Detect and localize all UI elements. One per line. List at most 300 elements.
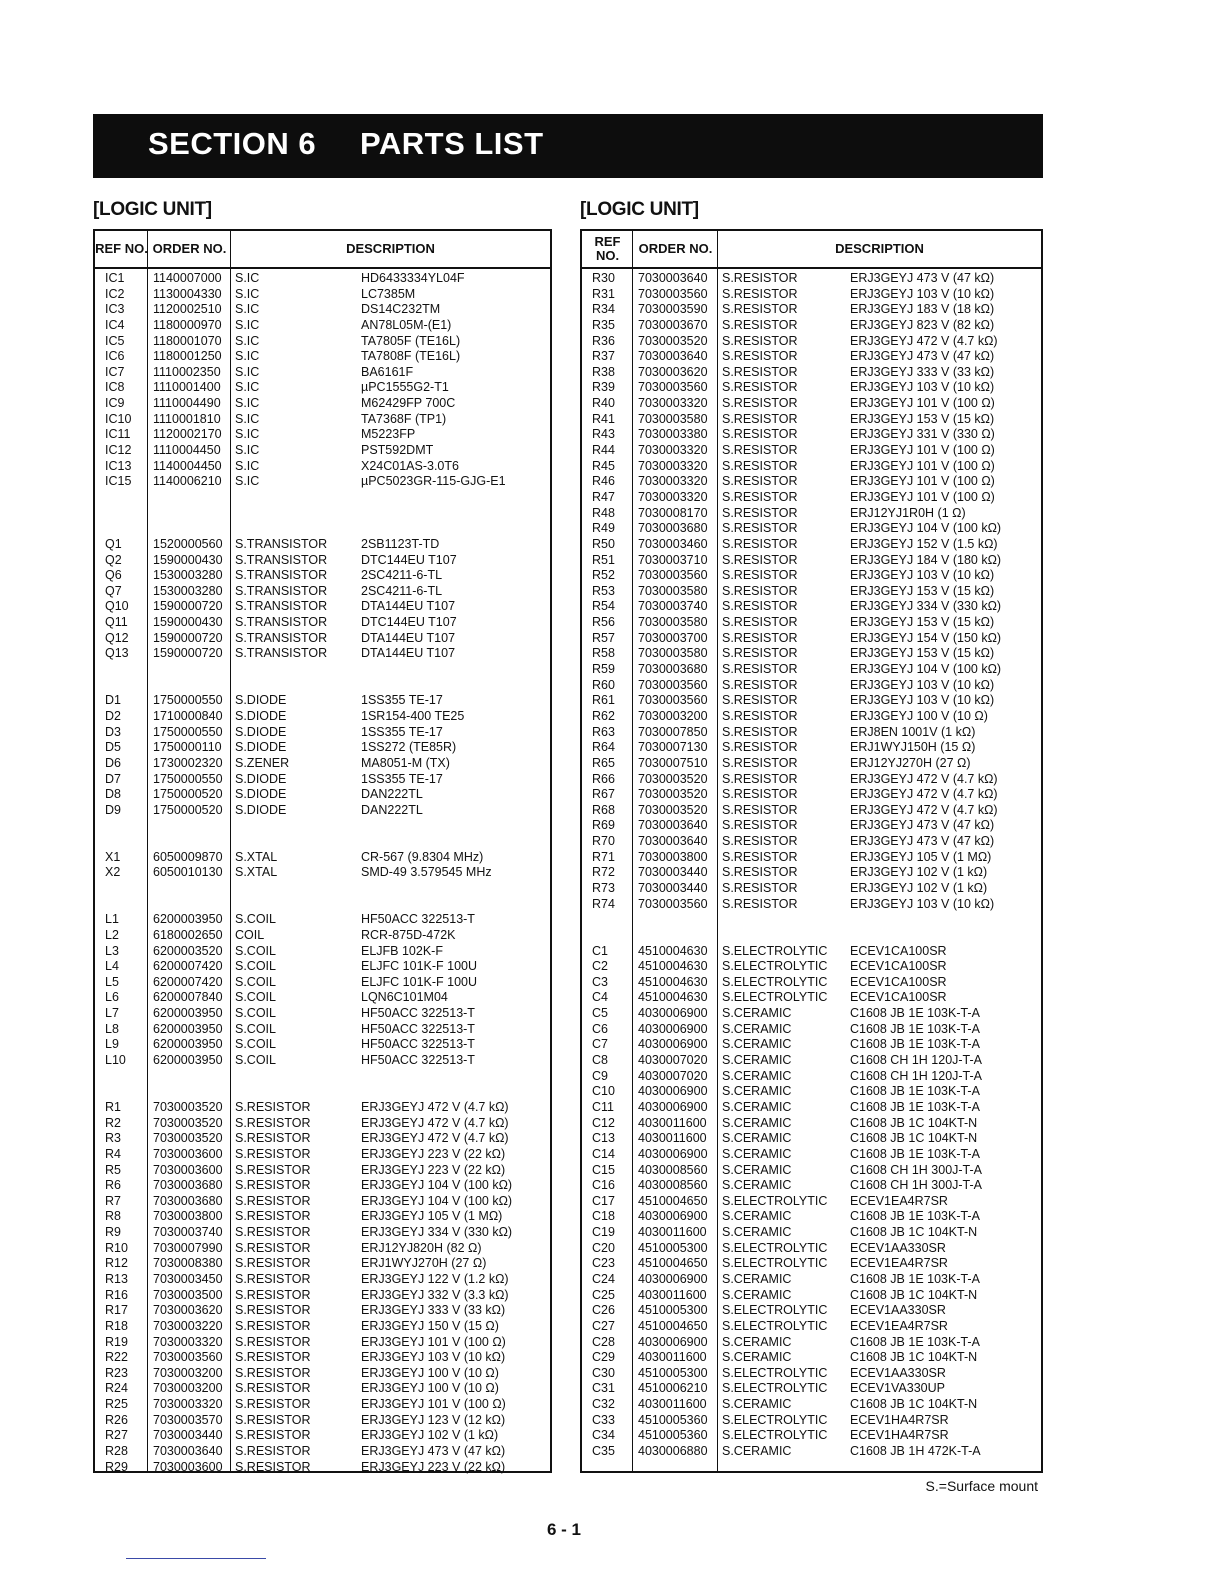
table-row	[95, 787, 550, 803]
part-number: ERJ3GEYJ 152 V (1.5 kΩ)	[850, 536, 998, 551]
order-no: 4030006900	[638, 1099, 708, 1114]
ref-no: R43	[592, 427, 615, 442]
table-row	[95, 599, 550, 615]
order-no: 7030003560	[638, 568, 708, 583]
order-no: 1110001400	[153, 380, 221, 395]
part-type: S.RESISTOR	[722, 802, 798, 817]
order-no: 7030003580	[638, 411, 708, 426]
table-row	[582, 1147, 1041, 1163]
ref-no: R72	[592, 865, 615, 880]
part-type: S.CERAMIC	[722, 1225, 792, 1240]
ref-no: C32	[592, 1397, 615, 1412]
part-type: S.IC	[235, 349, 260, 364]
part-type: S.COIL	[235, 943, 276, 958]
table-row	[95, 490, 550, 506]
ref-no: R69	[592, 818, 615, 833]
order-no: 7030003320	[153, 1397, 223, 1412]
ref-no: C8	[592, 1053, 608, 1068]
table-row	[95, 975, 550, 991]
ref-no: R67	[592, 787, 615, 802]
ref-no: R39	[592, 380, 615, 395]
part-number: ERJ3GEYJ 101 V (100 Ω)	[361, 1334, 506, 1349]
part-type: S.TRANSISTOR	[235, 568, 328, 583]
order-no: 4030007020	[638, 1053, 708, 1068]
order-no: 7030003640	[153, 1444, 223, 1459]
order-no: 7030003680	[153, 1178, 223, 1193]
table-row	[95, 928, 550, 944]
table-row	[95, 334, 550, 350]
table-row	[95, 1053, 550, 1069]
part-number: ERJ3GEYJ 104 V (100 kΩ)	[361, 1178, 513, 1193]
order-no: 1130004330	[153, 286, 222, 301]
part-type: S.DIODE	[235, 724, 287, 739]
part-number: ERJ3GEYJ 153 V (15 kΩ)	[850, 411, 995, 426]
ref-no: Q11	[105, 615, 128, 630]
part-type: S.RESISTOR	[235, 1397, 311, 1412]
table-row	[95, 1147, 550, 1163]
ref-no: R73	[592, 880, 615, 895]
part-type: S.CERAMIC	[722, 1068, 792, 1083]
ref-no: R51	[592, 552, 615, 567]
table-row	[582, 1178, 1041, 1194]
part-number: ERJ3GEYJ 102 V (1 kΩ)	[850, 865, 988, 880]
table-rows	[95, 271, 550, 1475]
ref-no: R9	[105, 1225, 121, 1240]
table-row	[95, 302, 550, 318]
ref-no: R29	[105, 1459, 128, 1474]
ref-no: R13	[105, 1272, 128, 1286]
table-row	[582, 584, 1041, 600]
order-no: 7030003440	[638, 880, 708, 895]
part-number: ERJ3GEYJ 472 V (4.7 kΩ)	[850, 787, 998, 802]
table-row	[582, 740, 1041, 756]
part-number: C1608 JB 1E 103K-T-A	[850, 1272, 980, 1286]
ref-no: X2	[105, 865, 121, 880]
ref-no: R50	[592, 536, 615, 551]
ref-no: Q2	[105, 552, 122, 567]
table-row	[95, 1241, 550, 1257]
table-row	[95, 725, 550, 741]
part-number: ERJ3GEYJ 150 V (15 Ω)	[361, 1318, 499, 1333]
part-number: DAN222TL	[361, 802, 423, 817]
part-number: DAN222TL	[361, 787, 423, 802]
table-row	[582, 1413, 1041, 1429]
part-type: S.RESISTOR	[722, 271, 798, 285]
order-no: 1180001250	[153, 349, 222, 364]
order-no: 1590000720	[153, 630, 223, 645]
part-type: S.RESISTOR	[722, 771, 798, 786]
table-row	[582, 459, 1041, 475]
part-type: S.COIL	[235, 1037, 276, 1052]
part-number: C1608 JB 1C 104KT-N	[850, 1115, 978, 1130]
table-row	[582, 787, 1041, 803]
part-number: ERJ3GEYJ 103 V (10 kΩ)	[850, 693, 995, 708]
part-number: TA7368F (TP1)	[361, 411, 447, 426]
part-type: S.RESISTOR	[722, 662, 798, 677]
ref-no: C4	[592, 990, 608, 1005]
part-number: µPC5023GR-115-GJG-E1	[361, 474, 506, 489]
part-type: S.CERAMIC	[722, 1131, 792, 1146]
part-type: S.RESISTOR	[235, 1444, 311, 1459]
part-number: 2SC4211-6-TL	[361, 583, 443, 598]
ref-no: L1	[105, 912, 119, 927]
order-no: 6200007420	[153, 974, 223, 989]
part-number: DTA144EU T107	[361, 630, 456, 645]
part-type: S.CERAMIC	[722, 1146, 792, 1161]
order-no: 4030011600	[638, 1225, 707, 1240]
part-type: S.RESISTOR	[722, 740, 798, 755]
order-no: 7030003450	[153, 1272, 223, 1286]
table-header	[95, 231, 550, 269]
ref-no: D3	[105, 724, 121, 739]
part-number: C1608 CH 1H 300J-T-A	[850, 1178, 983, 1193]
part-number: µPC1555G2-T1	[361, 380, 449, 395]
order-no: 7030003320	[638, 489, 708, 504]
order-no: 4030011600	[638, 1397, 707, 1412]
part-number: C1608 CH 1H 120J-T-A	[850, 1053, 983, 1068]
ref-no: IC11	[105, 427, 131, 442]
part-type: S.TRANSISTOR	[235, 646, 328, 661]
part-type: S.CERAMIC	[722, 1178, 792, 1193]
part-type: S.RESISTOR	[722, 380, 798, 395]
part-number: ERJ12YJ820H (82 Ω)	[361, 1240, 482, 1255]
table-row	[582, 1444, 1041, 1460]
order-no: 1750000550	[153, 693, 223, 708]
part-type: S.IC	[235, 302, 260, 317]
part-number: ECEV1EA4R7SR	[850, 1193, 948, 1208]
table-row	[582, 850, 1041, 866]
order-no: 7030003600	[153, 1162, 223, 1177]
table-row	[582, 1366, 1041, 1382]
part-type: S.RESISTOR	[235, 1412, 311, 1427]
ref-no: D7	[105, 771, 121, 786]
part-type: S.RESISTOR	[722, 396, 798, 411]
ref-no: IC10	[105, 411, 132, 426]
table-row	[95, 709, 550, 725]
ref-no: C25	[592, 1287, 615, 1302]
part-number: C1608 JB 1E 103K-T-A	[850, 1037, 980, 1052]
part-type: S.RESISTOR	[235, 1303, 311, 1318]
part-type: S.IC	[235, 474, 260, 489]
order-no: 7030003560	[153, 1350, 223, 1365]
part-number: BA6161F	[361, 364, 414, 379]
part-type: COIL	[235, 927, 265, 942]
ref-no: R4	[105, 1146, 121, 1161]
order-no: 1750000550	[153, 724, 223, 739]
table-row	[95, 897, 550, 913]
ref-no: C13	[592, 1131, 615, 1146]
order-no: 4030008560	[638, 1162, 708, 1177]
part-number: ERJ3GEYJ 223 V (22 kΩ)	[361, 1162, 506, 1177]
ref-no: IC15	[105, 474, 132, 489]
table-row	[582, 1084, 1041, 1100]
part-type: S.RESISTOR	[235, 1459, 311, 1474]
part-number: ERJ3GEYJ 153 V (15 kΩ)	[850, 583, 995, 598]
order-no: 4030006900	[638, 1209, 708, 1224]
order-no: 7030007130	[638, 740, 708, 755]
table-row	[95, 1272, 550, 1288]
ref-no: R28	[105, 1444, 128, 1459]
order-no: 7030003500	[153, 1287, 223, 1302]
order-no: 1140006210	[153, 474, 222, 489]
order-no: 7030003620	[153, 1303, 223, 1318]
table-row	[95, 318, 550, 334]
part-number: ECEV1CA100SR	[850, 990, 947, 1005]
part-type: S.RESISTOR	[235, 1115, 311, 1130]
ref-no: L4	[105, 959, 119, 974]
part-type: S.RESISTOR	[722, 615, 798, 630]
part-type: S.DIODE	[235, 740, 287, 755]
part-number: DTC144EU T107	[361, 615, 457, 630]
table-row	[582, 271, 1041, 287]
part-number: TA7808F (TE16L)	[361, 349, 461, 364]
part-type: S.RESISTOR	[235, 1178, 311, 1193]
ref-no: R65	[592, 755, 615, 770]
table-row	[582, 959, 1041, 975]
part-number: HD6433334YL04F	[361, 271, 465, 285]
part-type: S.RESISTOR	[235, 1146, 311, 1161]
part-number: ERJ3GEYJ 472 V (4.7 kΩ)	[361, 1099, 509, 1114]
order-no: 7030003580	[638, 583, 708, 598]
ref-no: R64	[592, 740, 615, 755]
table-row	[95, 459, 550, 475]
ref-no: R31	[592, 286, 615, 301]
ref-no: R17	[105, 1303, 128, 1318]
table-row	[95, 693, 550, 709]
part-type: S.IC	[235, 271, 260, 285]
order-no: 7030008380	[153, 1256, 223, 1271]
part-number: C1608 JB 1H 472K-T-A	[850, 1444, 981, 1459]
part-type: S.RESISTOR	[722, 849, 798, 864]
part-number: 1SS355 TE-17	[361, 771, 443, 786]
part-type: S.TRANSISTOR	[235, 552, 328, 567]
table-row	[95, 396, 550, 412]
part-number: ERJ3GEYJ 103 V (10 kΩ)	[850, 896, 995, 911]
order-no: 1590000430	[153, 615, 223, 630]
part-type: S.TRANSISTOR	[235, 615, 328, 630]
part-type: S.ELECTROLYTIC	[722, 1412, 828, 1427]
part-type: S.CERAMIC	[722, 1334, 792, 1349]
table-row	[95, 1116, 550, 1132]
part-type: S.ELECTROLYTIC	[722, 1381, 828, 1396]
table-row	[95, 1460, 550, 1476]
table-row	[95, 1335, 550, 1351]
order-no: 1590000720	[153, 599, 223, 614]
table-row	[95, 646, 550, 662]
table-row	[95, 990, 550, 1006]
part-type: S.CERAMIC	[722, 1006, 792, 1021]
ref-no: IC6	[105, 349, 125, 364]
table-row	[582, 1194, 1041, 1210]
part-type: S.IC	[235, 333, 260, 348]
table-row	[582, 1288, 1041, 1304]
order-no: 4510004630	[638, 943, 708, 958]
ref-no: Q6	[105, 568, 122, 583]
table-row	[582, 506, 1041, 522]
order-no: 7030003600	[153, 1459, 223, 1474]
part-type: S.IC	[235, 427, 260, 442]
ref-no: C15	[592, 1162, 615, 1177]
footer-rule	[126, 1558, 266, 1559]
ref-no: C23	[592, 1256, 615, 1271]
right-unit-title: [LOGIC UNIT]	[580, 199, 699, 220]
table-row	[582, 1037, 1041, 1053]
order-no: 7030003640	[638, 349, 708, 364]
part-type: S.RESISTOR	[235, 1131, 311, 1146]
part-number: ERJ3GEYJ 103 V (10 kΩ)	[850, 677, 995, 692]
table-row	[582, 553, 1041, 569]
order-no: 7030003680	[638, 521, 708, 536]
part-number: C1608 JB 1E 103K-T-A	[850, 1099, 980, 1114]
order-no: 1110001810	[153, 411, 221, 426]
part-number: ERJ3GEYJ 103 V (10 kΩ)	[850, 380, 995, 395]
table-row	[95, 287, 550, 303]
table-row	[582, 1241, 1041, 1257]
table-row	[95, 521, 550, 537]
part-number: ERJ3GEYJ 473 V (47 kΩ)	[361, 1444, 506, 1459]
table-row	[95, 834, 550, 850]
table-row	[582, 631, 1041, 647]
order-no: 4510005300	[638, 1240, 708, 1255]
table-row	[582, 803, 1041, 819]
ref-no: R25	[105, 1397, 128, 1412]
part-type: S.RESISTOR	[722, 787, 798, 802]
order-no: 7030007510	[638, 755, 708, 770]
part-type: S.ELECTROLYTIC	[722, 1193, 828, 1208]
order-no: 4030008560	[638, 1178, 708, 1193]
order-no: 6200003950	[153, 1021, 223, 1036]
part-number: 1SS355 TE-17	[361, 724, 443, 739]
part-number: ECEV1HA4R7SR	[850, 1412, 949, 1427]
table-row	[582, 537, 1041, 553]
table-row	[582, 599, 1041, 615]
part-number: ERJ3GEYJ 823 V (82 kΩ)	[850, 317, 995, 332]
ref-no: R34	[592, 302, 615, 317]
table-row	[582, 334, 1041, 350]
part-type: S.RESISTOR	[722, 364, 798, 379]
table-row	[582, 756, 1041, 772]
ref-no: R70	[592, 834, 615, 849]
part-type: S.ELECTROLYTIC	[722, 1240, 828, 1255]
table-row	[582, 912, 1041, 928]
order-no: 7030003580	[638, 646, 708, 661]
part-type: S.CERAMIC	[722, 1272, 792, 1286]
ref-no: C14	[592, 1146, 615, 1161]
ref-no: R35	[592, 317, 615, 332]
ref-no: C12	[592, 1115, 615, 1130]
part-type: S.RESISTOR	[722, 333, 798, 348]
ref-no: C18	[592, 1209, 615, 1224]
part-number: ERJ3GEYJ 473 V (47 kΩ)	[850, 271, 995, 285]
order-no: 1180000970	[153, 317, 222, 332]
part-number: C1608 JB 1E 103K-T-A	[850, 1146, 980, 1161]
order-no: 7030003320	[153, 1334, 223, 1349]
ref-no: X1	[105, 849, 121, 864]
part-number: ERJ3GEYJ 153 V (15 kΩ)	[850, 615, 995, 630]
ref-no: D8	[105, 787, 121, 802]
ref-no: IC4	[105, 317, 125, 332]
table-row	[95, 1225, 550, 1241]
part-number: ERJ3GEYJ 105 V (1 MΩ)	[361, 1209, 503, 1224]
ref-no: C34	[592, 1428, 615, 1443]
ref-no: R62	[592, 708, 615, 723]
part-number: LC7385M	[361, 286, 416, 301]
part-number: ERJ3GEYJ 334 V (330 kΩ)	[361, 1225, 513, 1240]
ref-no: D1	[105, 693, 121, 708]
part-type: S.CERAMIC	[722, 1084, 792, 1099]
part-type: S.IC	[235, 458, 260, 473]
table-row	[95, 1084, 550, 1100]
ref-no: R2	[105, 1115, 121, 1130]
table-row	[95, 365, 550, 381]
table-row	[582, 521, 1041, 537]
table-header	[582, 231, 1041, 269]
part-number: ECEV1VA330UP	[850, 1381, 945, 1396]
header-ref-no: REF NO.	[95, 241, 148, 256]
order-no: 7030003560	[638, 380, 708, 395]
table-row	[95, 1178, 550, 1194]
part-type: S.RESISTOR	[722, 599, 798, 614]
order-no: 7030003620	[638, 364, 708, 379]
part-type: S.TRANSISTOR	[235, 630, 328, 645]
part-type: S.CERAMIC	[722, 1115, 792, 1130]
order-no: 6200003950	[153, 1053, 223, 1068]
page-number: 6 - 1	[547, 1520, 582, 1539]
ref-no: L5	[105, 974, 119, 989]
part-type: S.RESISTOR	[722, 489, 798, 504]
part-type: S.RESISTOR	[235, 1225, 311, 1240]
part-type: S.IC	[235, 317, 260, 332]
ref-no: R66	[592, 771, 615, 786]
table-row	[95, 1366, 550, 1382]
order-no: 7030003440	[638, 865, 708, 880]
order-no: 1750000110	[153, 740, 222, 755]
part-number: ERJ3GEYJ 122 V (1.2 kΩ)	[361, 1272, 509, 1286]
part-type: S.COIL	[235, 1006, 276, 1021]
table-row	[95, 553, 550, 569]
ref-no: R52	[592, 568, 615, 583]
order-no: 7030003740	[153, 1225, 223, 1240]
order-no: 7030003560	[638, 286, 708, 301]
part-number: ECEV1EA4R7SR	[850, 1256, 948, 1271]
table-row	[95, 912, 550, 928]
part-number: ERJ3GEYJ 102 V (1 kΩ)	[850, 880, 988, 895]
table-row	[95, 1413, 550, 1429]
part-number: ERJ3GEYJ 103 V (10 kΩ)	[361, 1350, 506, 1365]
part-number: ERJ3GEYJ 332 V (3.3 kΩ)	[361, 1287, 509, 1302]
table-row	[95, 427, 550, 443]
table-row	[95, 1209, 550, 1225]
part-type: S.TRANSISTOR	[235, 599, 328, 614]
ref-no: Q7	[105, 583, 122, 598]
ref-no: C3	[592, 974, 608, 989]
order-no: 6200007840	[153, 990, 223, 1005]
part-type: S.IC	[235, 380, 260, 395]
part-type: S.RESISTOR	[722, 755, 798, 770]
ref-no: R40	[592, 396, 615, 411]
part-number: C1608 JB 1C 104KT-N	[850, 1287, 978, 1302]
part-type: S.RESISTOR	[235, 1318, 311, 1333]
part-number: ERJ3GEYJ 103 V (10 kΩ)	[850, 286, 995, 301]
order-no: 1530003280	[153, 568, 223, 583]
part-type: S.RESISTOR	[722, 411, 798, 426]
order-no: 6200003950	[153, 912, 223, 927]
order-no: 7030003710	[638, 552, 708, 567]
table-row	[95, 865, 550, 881]
order-no: 4510004650	[638, 1256, 708, 1271]
ref-no: C16	[592, 1178, 615, 1193]
part-type: S.IC	[235, 364, 260, 379]
